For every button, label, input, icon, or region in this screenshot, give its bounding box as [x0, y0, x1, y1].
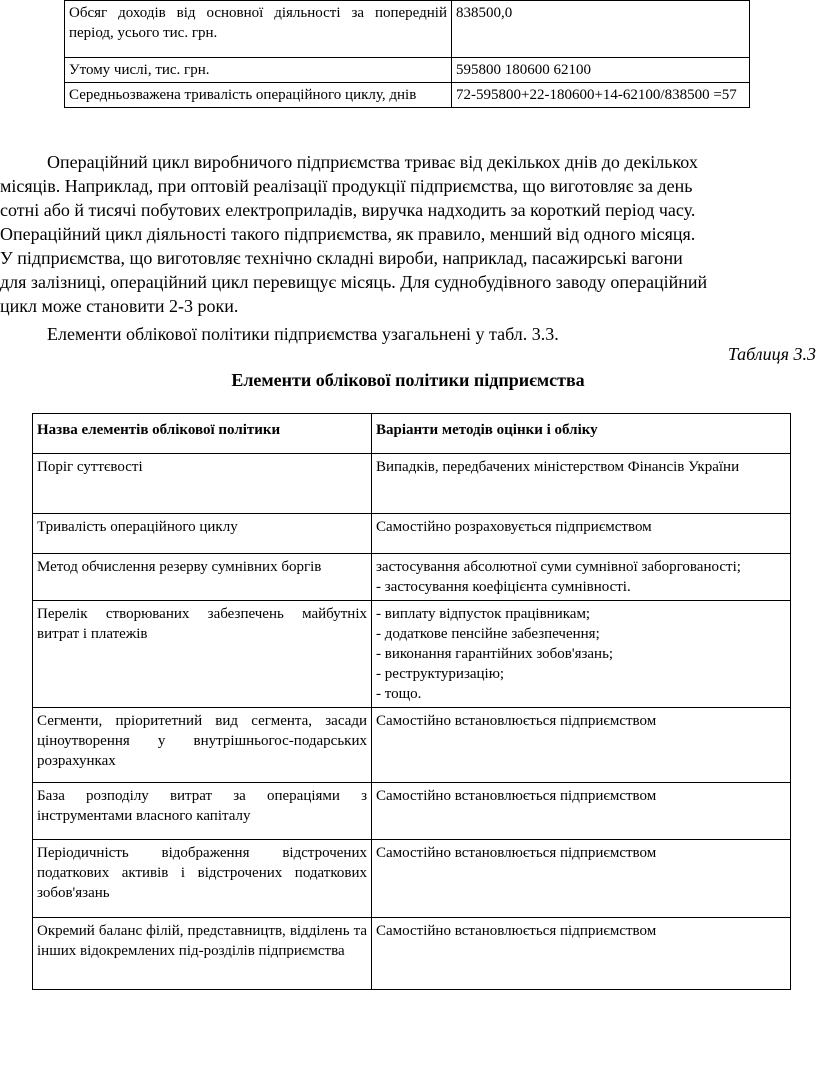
table-cell-label: Середньозважена тривалість операційного циклу, днів: [65, 83, 452, 108]
accounting-policy-table: [32, 413, 791, 990]
table-cell-label: Утому числі, тис. грн.: [65, 58, 452, 83]
element-name: Періодичність відображення відстрочених податкових активів і відстрочених податкових зобов'язань: [33, 840, 372, 918]
table-row: [65, 58, 750, 83]
table-row: [33, 708, 791, 783]
table-row: [33, 554, 791, 601]
table-row: [65, 83, 750, 108]
table-row: [33, 918, 791, 990]
body-paragraph: [28, 322, 816, 346]
method-item: - застосування коефіцієнта сумнівності.: [376, 579, 631, 595]
element-name: Сегменти, пріоритетний вид сегмента, засади ціноутворення у внутрішньогос-подарських розрахунках: [33, 708, 372, 783]
column-header: Назва елементів облікової політики: [33, 414, 372, 454]
method-item: - виплату відпусток працівникам;: [376, 606, 591, 622]
column-header: Варіанти методів оцінки і обліку: [372, 414, 791, 454]
paragraph-line: У підприємства, що виготовляє технічно складні вироби, наприклад, пасажирські вагони: [0, 248, 683, 268]
table-row: [33, 454, 791, 514]
table-row: [33, 514, 791, 554]
method-item: - реструктуризацію;: [376, 666, 505, 682]
element-name: Поріг суттєвості: [33, 454, 372, 514]
element-method: Самостійно встановлюється підприємством: [372, 708, 791, 783]
table-caption: Таблиця 3.3: [727, 344, 816, 364]
element-method: Самостійно розраховується підприємством: [372, 514, 791, 554]
body-paragraph: [0, 150, 816, 318]
table-cell-value: 72-595800+22-180600+14-62100/838500 =57: [452, 83, 750, 108]
summary-table: [64, 0, 750, 108]
table-row: [33, 601, 791, 708]
table-cell-label: Обсяг доходів від основної діяльності за попередній період, усього тис. грн.: [65, 1, 452, 58]
element-method: Самостійно встановлюється підприємством: [372, 918, 791, 990]
table-row: [33, 840, 791, 918]
element-name: Перелік створюваних забезпечень майбутніх витрат і платежів: [33, 601, 372, 708]
paragraph-line: сотні або й тисячі побутових електроприладів, виручка надходить за короткий період часу.: [0, 200, 696, 220]
method-item: - тощо.: [376, 686, 422, 702]
table-cell-value: 595800 180600 62100: [452, 58, 750, 83]
element-name: База розподілу витрат за операціями з інструментами власного капіталу: [33, 783, 372, 840]
element-methods: [372, 601, 791, 708]
table-row: [33, 783, 791, 840]
table-row: [65, 1, 750, 58]
paragraph-line: місяців. Наприклад, при оптовій реалізації продукції підприємства, що виготовляє за день: [0, 176, 693, 196]
element-name: Окремий баланс філій, представництв, відділень та інших відокремлених під-розділів підприємства: [33, 918, 372, 990]
paragraph-line: для залізниці, операційний цикл перевищує місяць. Для суднобудівного заводу операційний: [0, 272, 708, 292]
element-methods: [372, 554, 791, 601]
method-item: - додаткове пенсійне забезпечення;: [376, 626, 600, 642]
paragraph-line: Елементи облікової політики підприємства узагальнені у табл. 3.3.: [47, 324, 559, 344]
method-item: - виконання гарантійних зобов'язань;: [376, 646, 614, 662]
element-method: Випадків, передбачених міністерством Фінансів України: [372, 454, 791, 514]
method-item: застосування абсолютної суми сумнівної заборгованості;: [376, 559, 741, 575]
element-name: Метод обчислення резерву сумнівних боргів: [33, 554, 372, 601]
paragraph-line: Операційний цикл діяльності такого підприємства, як правило, менший від одного місяця.: [0, 224, 696, 244]
element-method: Самостійно встановлюється підприємством: [372, 783, 791, 840]
element-name: Тривалість операційного циклу: [33, 514, 372, 554]
paragraph-line: Операційний цикл виробничого підприємства триває від декількох днів до декількох: [47, 152, 698, 172]
paragraph-line: цикл може становити 2-3 роки.: [0, 296, 239, 316]
table-title: Елементи облікової політики підприємства: [231, 370, 585, 390]
table-cell-value: 838500,0: [452, 1, 750, 58]
table-header-row: [33, 414, 791, 454]
element-method: Самостійно встановлюється підприємством: [372, 840, 791, 918]
